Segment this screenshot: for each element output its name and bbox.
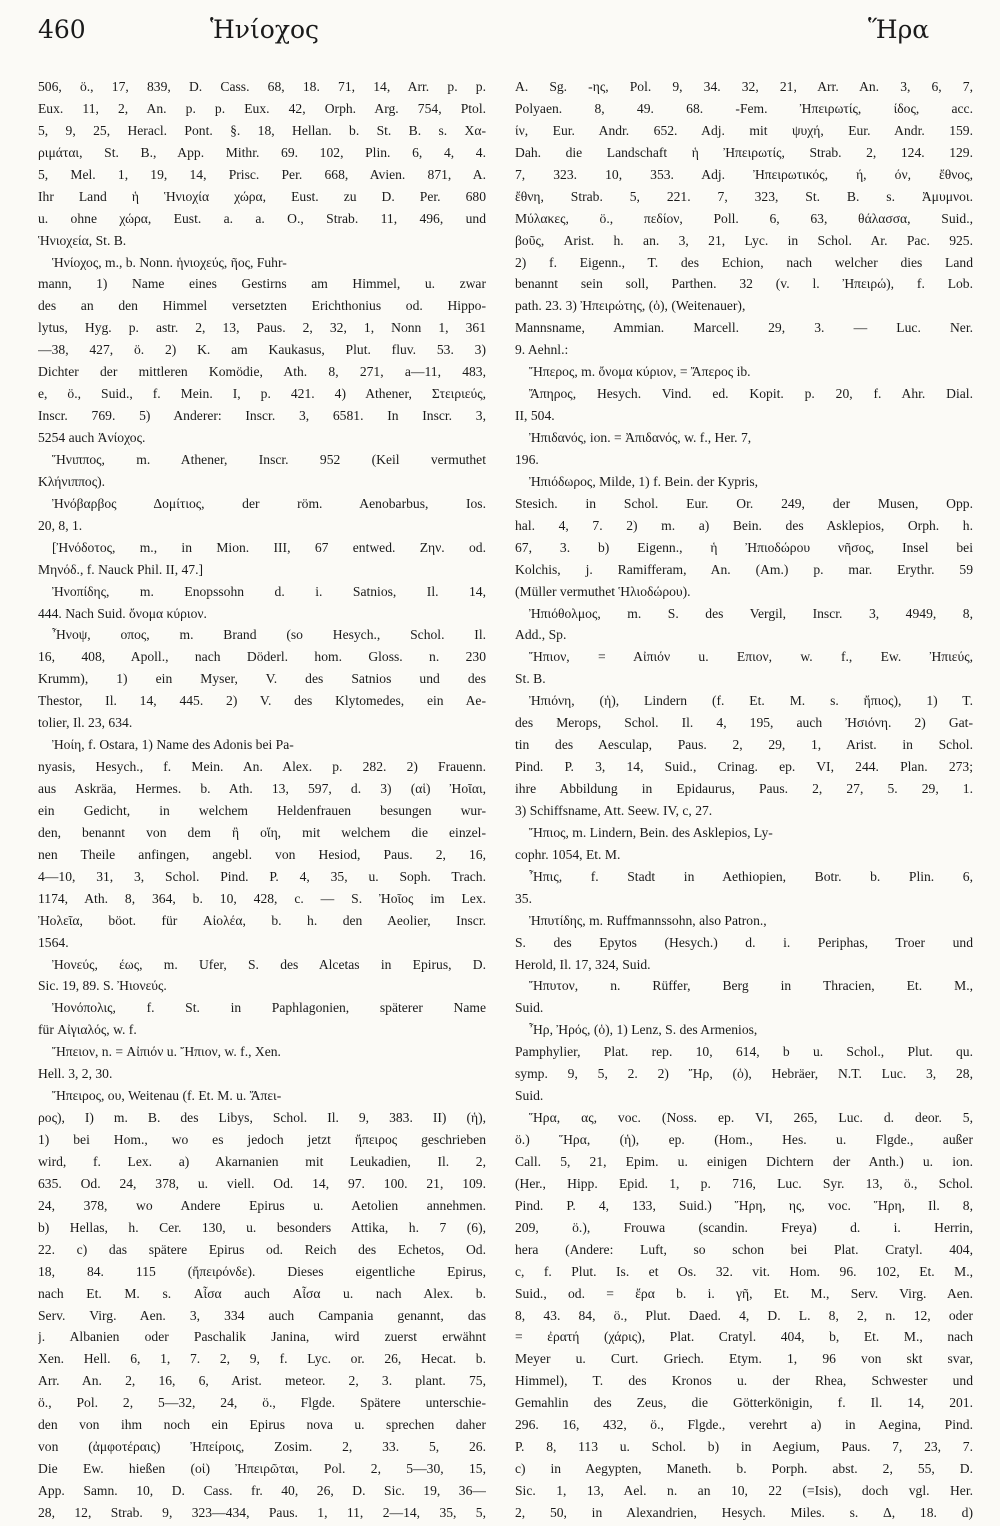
text-line: 296. 16, 432, ö., Flgde., verehrt a) in Aegina, Pind.	[515, 1417, 973, 1433]
text-line: Ἠονόπολις, f. St. in Paphlagonien, späterer Name	[52, 1000, 486, 1016]
text-line: 20, 8, 1.	[38, 517, 83, 533]
text-line: hera (Andere: Luft, so schon bei Plat. Cratyl. 404,	[515, 1241, 973, 1257]
text-line: 209, ö.), Frouwa (scandin. Freya) d. i. Herrin,	[515, 1219, 973, 1235]
text-line: Call. 5, 21, Epim. u. einigen Dichtern der Anth.) u. ion.	[515, 1153, 973, 1169]
text-line: Krumm), 1) ein Myser, V. des Satnios und des	[38, 671, 486, 687]
text-line: ριμάται, St. B., App. Mithr. 69. 102, Plin. 6, 4, 4.	[38, 144, 486, 160]
text-line: ö.) Ἥρα, (ἡ), ep. (Hom., Hes. u. Flgde., außer	[515, 1132, 973, 1147]
text-line: Add., Sp.	[515, 627, 567, 643]
text-line: lytus, Hyg. p. astr. 2, 13, Paus. 2, 32, 1, Nonn 1, 361	[38, 320, 486, 336]
text-line: nen Theile anfingen, angebl. von Hesiod, Paus. 2, 16,	[38, 846, 486, 862]
text-line: symp. 9, 5, 2. 2) Ἤρ, (ὁ), Hebräer, N.T. Luc. 3, 28,	[515, 1066, 973, 1082]
text-line: Ἤπειρος, ου, Weitenau (f. Et. M. u. Ἄπει-	[52, 1088, 282, 1104]
text-line: 16, 408, Apoll., nach Döderl. hom. Gloss. n. 230	[38, 649, 486, 665]
text-line: j. Albanien oder Paschalik Janina, wird zuerst erwähnt	[38, 1329, 486, 1345]
text-line: 1564.	[38, 934, 69, 950]
page-number: 460	[38, 15, 86, 44]
text-line: Kolchis, j. Ramifferam, An. (Am.) p. mar. Erythr. 59	[515, 561, 973, 577]
text-line: App. Samn. 10, D. Cass. fr. 40, 26, D. Sic. 19, 36—	[38, 1483, 486, 1498]
text-line: aus Askräa, Hermes. b. Ath. 13, 597, d. 3) (αἱ) Ἠοῖαι,	[38, 781, 486, 796]
text-line: hal. 4, 7. 2) m. a) Bein. des Asklepios, Orph. h.	[515, 517, 973, 533]
text-line: II, 504.	[515, 408, 555, 424]
text-line: Ἥνιππος, m. Athener, Inscr. 952 (Keil vermuthet	[52, 451, 486, 467]
text-line: βοῦς, Arist. h. an. 3, 21, Lyc. in Schol. Ar. Pac. 925.	[515, 232, 973, 248]
text-line: Thestor, Il. 14, 445. 2) V. des Klytomedes, ein Ae-	[38, 693, 486, 709]
text-line: A. Sg. -ης, Pol. 9, 34. 32, 21, Arr. An. 3, 6, 7,	[515, 79, 973, 94]
text-line: nach Et. M. s. Αἶσα auch Αἶσα u. nach Alex. b.	[38, 1285, 486, 1301]
text-line: Ἡνιοχεία, St. B.	[38, 232, 127, 248]
text-line: ein Gedicht, in welchem Heldenfrauen besungen wur-	[38, 802, 486, 818]
text-line: 24, 378, wo Andere Epirus u. Aetolien annehmen.	[38, 1197, 486, 1213]
text-line: Eux. 11, 2, An. p. p. Eux. 42, Orph. Arg. 754, Ptol.	[38, 100, 486, 116]
text-line: 5, 9, 25, Heracl. Pont. §. 18, Hellan. b. St. B. s. Χα-	[38, 122, 486, 138]
text-line: 4—10, 31, 3, Schol. Pind. P. 4, 35, u. Soph. Trach.	[38, 868, 486, 884]
text-line: Ἠνόβαρβος Δομίτιος, der röm. Aenobarbus, Ios.	[52, 495, 486, 511]
text-line: Dah. die Landschaft ἡ Ἠπειρωτίς, Strab. 2, 124. 129.	[515, 144, 973, 160]
text-line: Ἠπιδανός, ion. = Ἀπιδανός, w. f., Her. 7,	[529, 430, 752, 445]
text-line: Stesich. in Schol. Eur. Or. 249, der Musen, Opp.	[515, 495, 973, 511]
text-line: ἔθνη, Strab. 5, 221. 7, 323, St. B. s. Ἀμυμνοι.	[515, 188, 973, 204]
text-line: Ἠπιόνη, (ἡ), Lindern (f. Et. M. s. ἤπιος), 1) T.	[529, 693, 973, 709]
text-line: Arr. An. 2, 16, 6, Arist. meteor. 2, 3. plant. 75,	[38, 1373, 486, 1389]
text-line: Ἡνίοχος, m., b. Nonn. ἡνιοχεύς, ῆος, Fuhr-	[52, 254, 287, 270]
text-line: path. 23. 3) Ἠπειρώτης, (ὁ), (Weitenauer),	[515, 298, 746, 314]
text-line: Dichter der mittleren Komödie, Ath. 8, 271, a—11, 483,	[38, 364, 486, 380]
right-running-head: Ἥρα	[868, 15, 930, 44]
text-line: 67, 3. b) Eigenn., ἡ Ἠπιοδώρου νῆσος, Insel bei	[515, 539, 973, 555]
text-line: (Müller vermuthet Ἡλιοδώρου).	[515, 583, 691, 599]
text-line: des an den Himmel versetzten Erichthonius od. Hippo-	[38, 298, 486, 314]
text-line: Ἦπις, f. Stadt in Aethiopien, Botr. b. Plin. 6,	[529, 868, 973, 884]
text-line: 2, 50, in Alexandrien, Hesych. Miles. s. Δ, 18. d)	[515, 1504, 973, 1520]
text-line: Inscr. 769. 5) Anderer: Inscr. 3, 6581. In Inscr. 3,	[38, 408, 486, 424]
text-line: 22. c) das spätere Epirus od. Reich des Echetos, Od.	[38, 1241, 486, 1257]
text-line: Pind. P. 4, 133, Suid.) Ἥρη, ης, voc. Ἥρη, Il. 8,	[515, 1197, 973, 1213]
text-line: Ἤπειον, n. = Αἰπιόν u. Ἤπιον, w. f., Xen.	[52, 1044, 281, 1060]
text-line: Ἦρ, Ἠρός, (ὁ), 1) Lenz, S. des Armenios,	[529, 1022, 758, 1038]
text-line: Ἄπηρος, Hesych. Vind. ed. Kopit. p. 20, f. Ahr. Dial.	[529, 386, 973, 402]
text-line: des Merops, Schol. Il. 4, 195, auch Ἠσιόνη. 2) Gat-	[515, 715, 973, 731]
text-line: Serv. Virg. Aen. 3, 334 auch Campania genannt, das	[38, 1307, 486, 1323]
text-line: Μύλακες, ö., πεδίον, Poll. 6, 63, θάλασσα, Suid.,	[515, 210, 973, 226]
text-line: den von ihm noch ein Epirus nova u. sprechen daher	[38, 1417, 486, 1433]
text-line: Ἠολεῖα, böot. für Αἰολέα, b. h. den Aeolier, Inscr.	[38, 912, 486, 928]
text-line: Ἤπυτον, n. Rüffer, Berg in Thracien, Et. M.,	[529, 978, 973, 994]
text-line: ö., Pol. 2, 5—32, 24, ö., Flgde. Spätere unterschie-	[38, 1395, 486, 1411]
text-line: Ἠπυτίδης, m. Ruffmannssohn, also Patron.,	[529, 912, 767, 928]
text-line: 635. Od. 24, 378, u. viell. Od. 14, 97. 100. 21, 109.	[38, 1175, 486, 1191]
text-line: tin des Aesculap, Paus. 2, 29, 1, Arist. in Schol.	[515, 737, 973, 753]
text-line: —38, 427, ö. 2) K. am Kaukasus, Plut. fluv. 53. 3)	[38, 342, 486, 358]
text-line: Die Ew. hießen (οἱ) Ἠπειρῶται, Pol. 2, 5—30, 15,	[38, 1461, 486, 1477]
text-line: Ἠοίη, f. Ostara, 1) Name des Adonis bei Pa-	[52, 737, 294, 753]
text-line: Κλήνιππος).	[38, 473, 106, 489]
text-line: St. B.	[515, 671, 546, 687]
text-line: Ἦνοψ, οπος, m. Brand (so Hesych., Schol. Il.	[52, 627, 486, 643]
text-line: 9. Aehnl.:	[515, 342, 569, 358]
left-column	[38, 76, 486, 1524]
text-line: S. des Epytos (Hesych.) d. i. Periphas, Troer und	[515, 934, 973, 950]
text-line: 3) Schiffsname, Att. Seew. IV, c, 27.	[515, 802, 713, 818]
text-line: 5, Mel. 1, 19, 14, Prisc. Per. 668, Avien. 871, A.	[38, 166, 486, 182]
left-running-head: Ἡνίοχος	[210, 15, 320, 44]
text-line: nyasis, Hesych., f. Mein. An. Alex. p. 282. 2) Frauenn.	[38, 759, 486, 775]
text-line: P. 8, 113 u. Schol. b) in Aegium, Paus. 7, 23, 7.	[515, 1439, 973, 1455]
text-line: Suid., od. = ἔρα b. i. γῆ, Et. M., Serv. Virg. Aen.	[515, 1285, 973, 1301]
text-line: ihre Abbildung in Epidaurus, Paus. 2, 27, 5. 29, 1.	[515, 781, 973, 796]
text-line: Himmel), T. des Kronos u. der Rhea, Schwester und	[515, 1373, 973, 1389]
text-line: Sic. 1, 13, Ael. n. an 10, 22 (=Isis), doch vgl. Her.	[515, 1483, 973, 1498]
text-line: Meyer u. Curt. Griech. Etym. 1, 96 von skt svar,	[515, 1351, 973, 1367]
text-line: wird, f. Lex. a) Akarnanien mit Leukadien, Il. 2,	[38, 1153, 486, 1169]
text-line: b) Hellas, h. Cer. 130, u. besonders Attika, h. 7 (6),	[38, 1219, 486, 1235]
text-line: Ἤπιον, = Αἰπιόν u. Επιον, w. f., Ew. Ἠπιεύς,	[529, 649, 973, 665]
text-line: 35.	[515, 890, 532, 906]
text-line: Hell. 3, 2, 30.	[38, 1066, 113, 1082]
text-line: Ἠπιόδωρος, Milde, 1) f. Bein. der Kypris,	[529, 473, 759, 489]
text-line: u. ohne χώρα, Eust. a. a. O., Strab. 11, 496, und	[38, 210, 486, 226]
text-line: Polyaen. 8, 49. 68. -Fem. Ἠπειρωτίς, ίδος, acc.	[515, 100, 973, 116]
right-column	[515, 76, 973, 1524]
text-line: 1174, Ath. 8, 364, b. 10, 428, c. — S. Ἠοῖος im Lex.	[38, 890, 486, 906]
text-line: ρος), I) m. B. des Libys, Schol. Il. 9, 383. II) (ἡ),	[38, 1110, 486, 1126]
text-line: 444. Nach Suid. ὄνομα κύριον.	[38, 605, 207, 621]
text-line: 2) f. Eigenn., T. des Echion, nach welcher dies Land	[515, 254, 973, 270]
text-line: Ἥρα, ας, voc. (Noss. ep. VI, 265, Luc. d. deor. 5,	[529, 1110, 973, 1126]
text-line: Ἠονεύς, έως, m. Ufer, S. des Alcetas in Epirus, D.	[52, 956, 486, 972]
text-line: Ἠνοπίδης, m. Enopssohn d. i. Satnios, Il. 14,	[52, 583, 486, 599]
text-line: Ἠπιόθολμος, m. S. des Vergil, Inscr. 3, 4949, 8,	[529, 605, 973, 621]
text-line: 5254 auch Ἀνίοχος.	[38, 430, 146, 445]
text-line: Suid.	[515, 1000, 544, 1016]
text-line: Ἤπιος, m. Lindern, Bein. des Asklepios, Ly-	[529, 824, 773, 840]
text-line: c, f. Plut. Is. et Os. 32. vit. Hom. 96. 102, Et. M.,	[515, 1263, 973, 1279]
text-line: 1) bei Hom., wo es jedoch jetzt ἤπειρος geschrieben	[38, 1132, 486, 1147]
text-line: Μηνόδ., f. Nauck Phil. II, 47.]	[38, 561, 204, 577]
text-line: 18, 84. 115 (ἤπειρόνδε). Dieses eigentliche Epirus,	[38, 1263, 486, 1279]
text-line: benannt sein soll, Parthen. 32 (v. l. Ἠπειρώ), f. Lob.	[515, 276, 973, 292]
text-line: Ihr Land ἡ Ἡνιοχία χώρα, Eust. zu D. Per. 680	[38, 188, 486, 204]
text-line: [Ἠνόδοτος, m., in Mion. III, 67 entwed. Ζην. od.	[52, 539, 486, 555]
text-line: Xen. Hell. 6, 1, 7. 2, 9, f. Lyc. or. 26, Hecat. b.	[38, 1351, 486, 1367]
text-line: Ἤπερος, m. ὄνομα κύριον, = Ἄπερος ib.	[529, 364, 751, 380]
text-line: 196.	[515, 451, 539, 467]
text-line: cophr. 1054, Et. M.	[515, 846, 621, 862]
text-line: den, benannt von dem ἢ οἵη, mit welchem die einzel-	[38, 824, 486, 840]
text-line: e, ö., Suid., f. Mein. I, p. 421. 4) Athener, Στειριεύς,	[38, 386, 486, 402]
text-line: 7, 323. 10, 353. Adj. Ἠπειρωτικός, ή, όν, ἔθνος,	[515, 166, 973, 182]
text-line: = ἐρατή (χάρις), Plat. Cratyl. 404, b, Et. M., nach	[515, 1329, 973, 1345]
text-line: für Αἰγιαλός, w. f.	[38, 1022, 137, 1038]
text-line: ίν, Eur. Andr. 652. Adj. mit ψυχή, Eur. Andr. 159.	[515, 122, 973, 138]
text-line: (Her., Hipp. Epid. 1, p. 716, Luc. Syr. 13, ö., Schol.	[515, 1175, 973, 1191]
text-line: Herold, Il. 17, 324, Suid.	[515, 956, 651, 972]
text-line: mann, 1) Name eines Gestirns am Himmel, u. zwar	[38, 276, 486, 292]
text-line: c) in Aegypten, Maneth. b. Porph. abst. 2, 55, D.	[515, 1461, 973, 1477]
text-line: 506, ö., 17, 839, D. Cass. 68, 18. 71, 14, Arr. p. p.	[38, 79, 486, 94]
text-line: 28, 12, Strab. 9, 323—434, Paus. 1, 11, 2—14, 35, 5,	[38, 1504, 486, 1520]
text-line: Pamphylier, Plat. rep. 10, 614, b u. Schol., Plut. qu.	[515, 1044, 973, 1060]
text-line: Mannsname, Ammian. Marcell. 29, 3. — Luc. Ner.	[515, 320, 973, 336]
text-line: Gemahlin des Zeus, die Götterkönigin, f. Il. 14, 201.	[515, 1395, 973, 1411]
text-line: Suid.	[515, 1088, 544, 1104]
text-line: Pind. P. 3, 14, Suid., Crinag. ep. VI, 244. Plan. 273;	[515, 759, 973, 775]
text-line: von (ἀμφοτέραις) Ἠπείροις, Zosim. 2, 33. 5, 26.	[38, 1439, 486, 1455]
text-line: Sic. 19, 89. S. Ἠιονεύς.	[38, 978, 167, 994]
text-line: tolier, Il. 23, 634.	[38, 715, 133, 731]
text-line: 8, 43. 84, ö., Plut. Daed. 4, D. L. 8, 2, n. 12, oder	[515, 1307, 973, 1323]
